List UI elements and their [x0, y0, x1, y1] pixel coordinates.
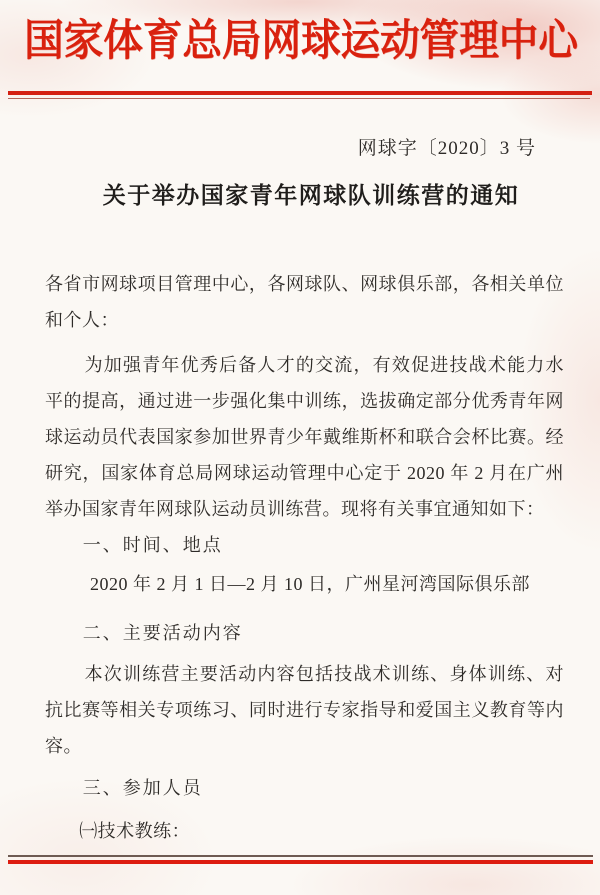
letterhead-org-name: 国家体育总局网球运动管理中心 — [24, 18, 578, 65]
letterhead-rule-dark — [8, 98, 590, 100]
doc-number: 网球字〔2020〕3 号 — [357, 138, 536, 159]
participants-item-coaches: ㈠技术教练： — [79, 821, 191, 841]
time-location-detail: 2020 年 2 月 1 日—2 月 10 日，广州星河湾国际俱乐部 — [90, 574, 530, 594]
document-body — [0, 266, 600, 849]
letterhead-rule-red — [8, 91, 592, 95]
footer-rule-red — [8, 860, 593, 864]
section-heading-participants: 三、参加人员 — [82, 778, 203, 798]
activities-paragraph: 本次训练营主要活动内容包括技战术训练、身体训练、对抗比赛等相关专项练习、同时进行专家指导和爱国主义教育等内容。 — [45, 664, 564, 756]
section-heading-activities: 二、主要活动内容 — [82, 623, 243, 643]
intro-paragraph: 为加强青年优秀后备人才的交流，有效促进技战术能力水平的提高，通过进一步强化集中训练，选拔确定部分优秀青年网球运动员代表国家参加世界青少年戴维斯杯和联合会杯比赛。经研究，国家体育总局网球运动管理中心定于 2020 年 2 月在广州举办国家青年网球队运动员训练营。现将有关事宜通知如下： — [45, 355, 564, 519]
salutation: 各省市网球项目管理中心，各网球队、网球俱乐部，各相关单位和个人： — [45, 274, 564, 330]
letterhead — [0, 0, 600, 77]
notice-title: 关于举办国家青年网球队训练营的通知 — [102, 183, 520, 208]
section-heading-time-location: 一、时间、地点 — [82, 535, 223, 555]
footer-rule-dark — [8, 855, 593, 857]
